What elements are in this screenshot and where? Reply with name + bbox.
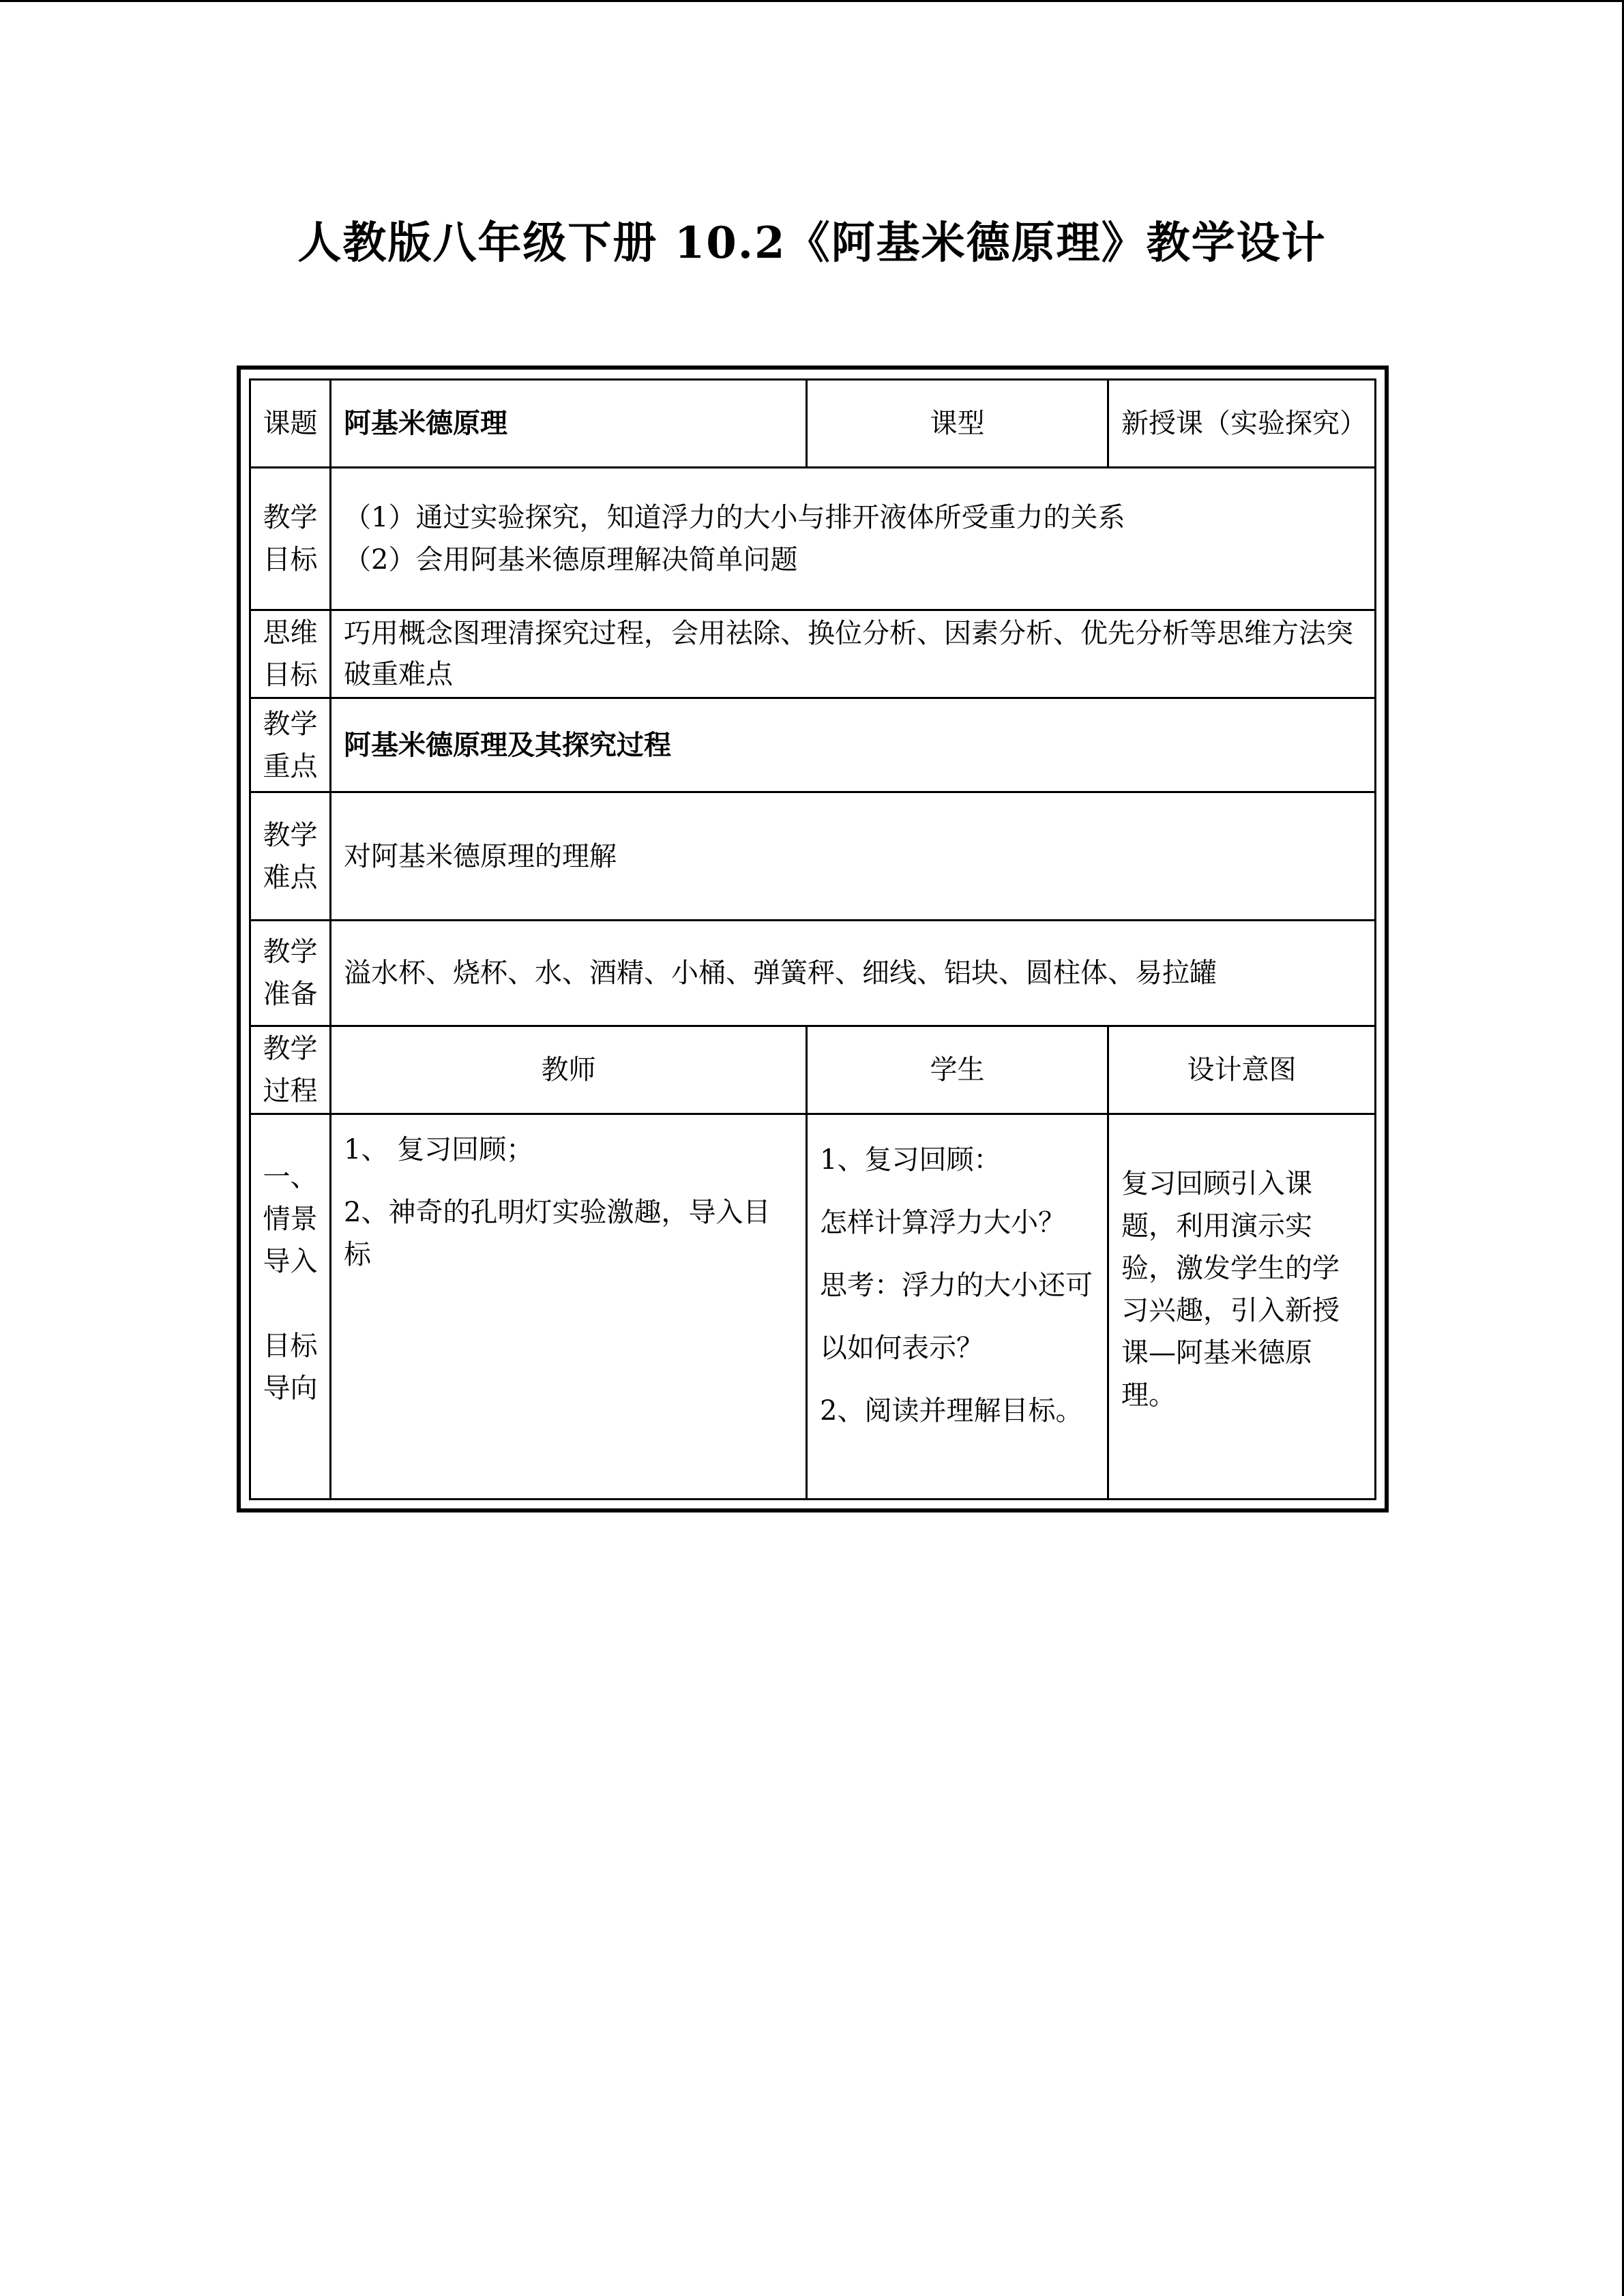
thinking-label xyxy=(251,611,329,697)
goals-label-line: 目标 xyxy=(263,544,318,576)
section-label-line: 一、 xyxy=(263,1161,318,1193)
section-label-line: 导入 xyxy=(263,1246,318,1277)
topic-label: 课题 xyxy=(263,408,318,439)
key-label-line: 重点 xyxy=(263,750,318,782)
thinking-label-line: 目标 xyxy=(263,659,318,691)
page-border-top xyxy=(0,0,1624,2)
process-label xyxy=(251,1027,329,1113)
thinking-label-line: 思维 xyxy=(263,617,318,648)
student-item: 怎样计算浮力大小？ xyxy=(820,1207,1065,1238)
key-label-line: 教学 xyxy=(263,708,318,740)
header-intent: 设计意图 xyxy=(1187,1054,1297,1086)
type-value: 新授课（实验探究） xyxy=(1121,408,1367,439)
key-label xyxy=(251,699,329,791)
key-value: 阿基米德原理及其探究过程 xyxy=(344,728,671,761)
design-intent: 复习回顾引入课题，利用演示实验，激发学生的学习兴趣，引入新授课—阿基米德原理。 xyxy=(1121,1168,1340,1411)
goal-item: （2）会用阿基米德原理解决简单问题 xyxy=(344,544,798,576)
goals-list xyxy=(331,468,1374,609)
prep-label-line: 准备 xyxy=(263,979,318,1010)
topic-value: 阿基米德原理 xyxy=(344,407,507,439)
student-item: 2、阅读并理解目标。 xyxy=(820,1395,1083,1427)
process-label-line: 过程 xyxy=(263,1075,318,1107)
section-label xyxy=(251,1115,329,1498)
prep-value: 溢水杯、烧杯、水、酒精、小桶、弹簧秤、细线、铝块、圆柱体、易拉罐 xyxy=(344,957,1217,989)
prep-label-line: 教学 xyxy=(263,936,318,968)
teacher-activities xyxy=(331,1115,806,1498)
section-label-line: 情景 xyxy=(263,1204,318,1235)
prep-label xyxy=(251,921,329,1025)
student-item: 思考：浮力的大小还可以如何表示？ xyxy=(820,1270,1093,1364)
section-label-line: 导向 xyxy=(263,1373,318,1404)
header-teacher: 教师 xyxy=(541,1054,596,1086)
difficulty-label xyxy=(251,793,329,919)
difficulty-label-line: 难点 xyxy=(263,861,318,893)
header-student: 学生 xyxy=(930,1054,985,1086)
type-label: 课型 xyxy=(930,408,985,439)
process-label-line: 教学 xyxy=(263,1033,318,1064)
goals-label xyxy=(251,468,329,609)
difficulty-label-line: 教学 xyxy=(263,819,318,851)
thinking-value: 巧用概念图理清探究过程，会用祛除、换位分析、因素分析、优先分析等思维方法突破重难点 xyxy=(344,618,1353,690)
student-activities xyxy=(808,1115,1107,1498)
page-title: 人教版八年级下册 10.2《阿基米德原理》教学设计 xyxy=(297,218,1327,269)
student-item: 1、复习回顾： xyxy=(820,1144,1001,1176)
goals-label-line: 教学 xyxy=(263,502,318,533)
section-label-line: 目标 xyxy=(263,1330,318,1362)
goal-item: （1）通过实验探究，知道浮力的大小与排开液体所受重力的关系 xyxy=(344,502,1125,533)
teacher-item: 2、神奇的孔明灯实验激趣，导入目标 xyxy=(344,1197,771,1270)
difficulty-value: 对阿基米德原理的理解 xyxy=(344,840,617,872)
teacher-item: 1、 复习回顾； xyxy=(344,1134,534,1165)
